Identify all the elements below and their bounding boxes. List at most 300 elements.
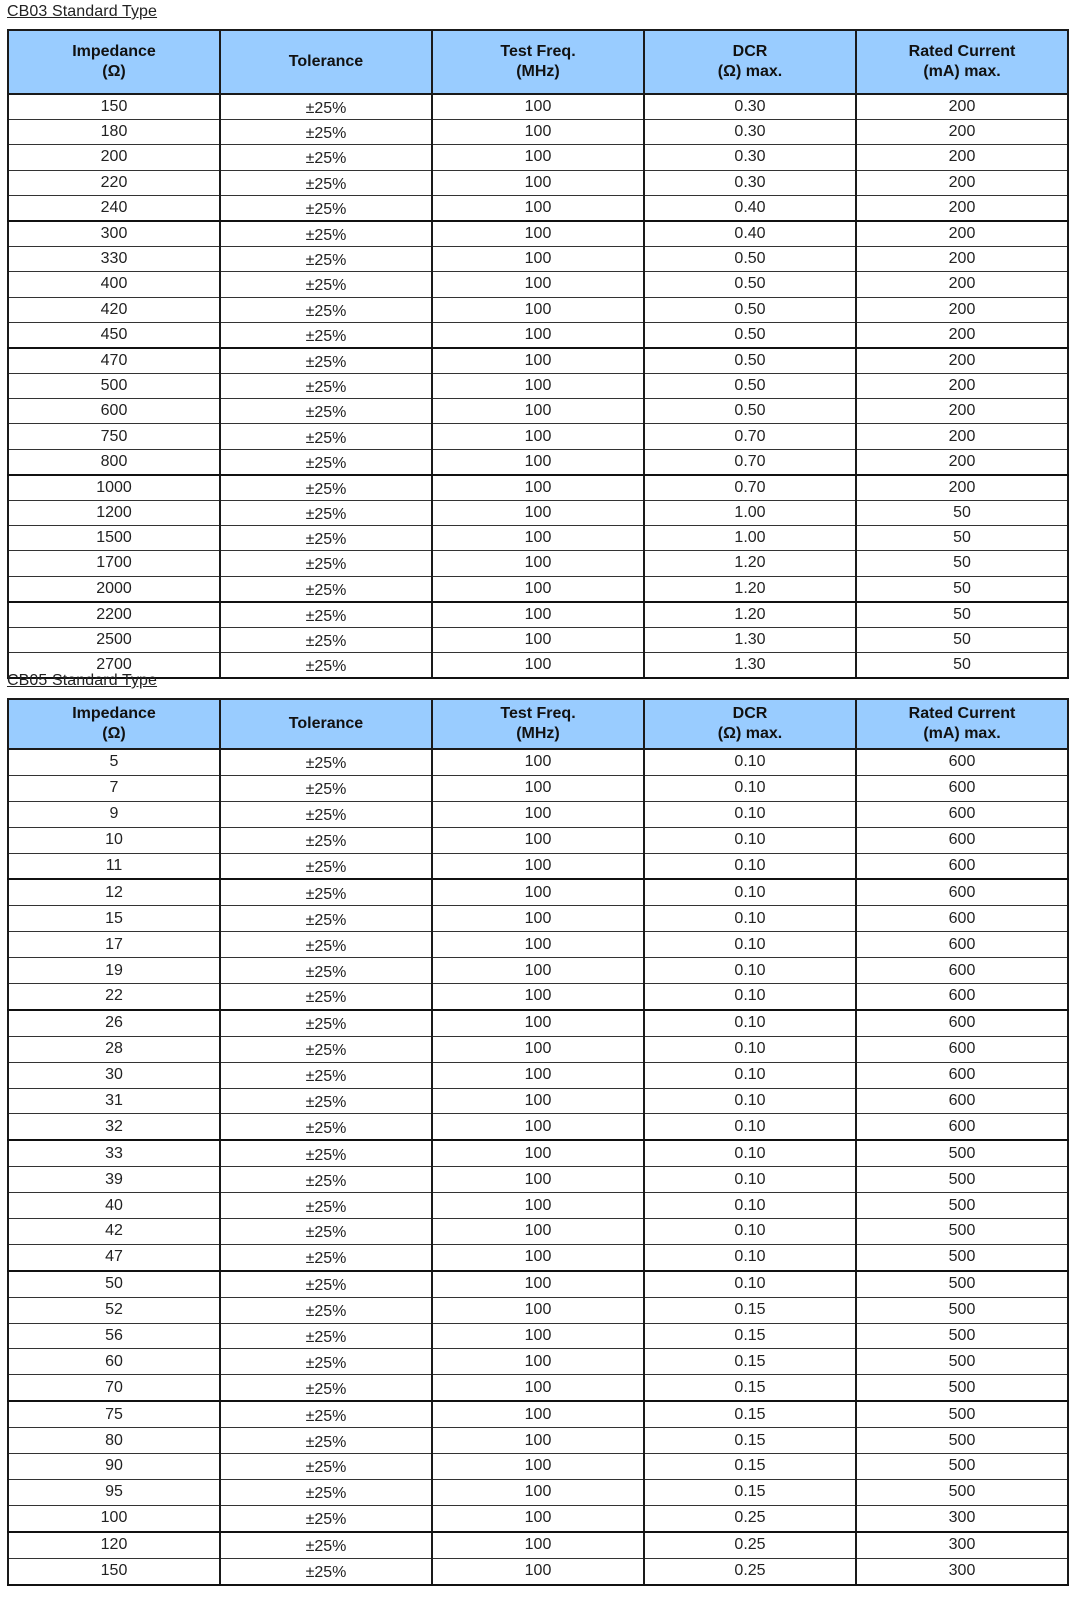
header-dcr	[644, 30, 856, 94]
cell-value: ±25%	[305, 506, 347, 524]
cell-rated-current	[856, 272, 1068, 297]
cell-impedance	[8, 399, 220, 424]
cell-rated-current	[856, 984, 1068, 1010]
header-unit: (Ω)	[102, 63, 126, 80]
table-row	[8, 749, 1068, 775]
cell-rated-current	[856, 749, 1068, 775]
cell-dcr	[644, 501, 856, 526]
cell-value: 180	[100, 123, 128, 141]
table-row	[8, 1114, 1068, 1140]
cell-tolerance	[220, 475, 432, 501]
cell-tolerance	[220, 1193, 432, 1219]
cell-dcr	[644, 1349, 856, 1375]
cell-value: 0.10	[734, 909, 766, 927]
cell-value: 0.10	[734, 1248, 766, 1266]
cell-dcr	[644, 424, 856, 449]
cell-tolerance	[220, 551, 432, 576]
table-row	[8, 576, 1068, 602]
cell-value: 0.10	[734, 753, 766, 771]
cell-value: ±25%	[305, 1485, 347, 1503]
cell-tolerance	[220, 1401, 432, 1427]
cell-dcr	[644, 932, 856, 958]
cell-dcr	[644, 1114, 856, 1140]
cell-value: 500	[948, 1196, 976, 1214]
cell-value: ±25%	[305, 633, 347, 651]
cell-impedance	[8, 853, 220, 879]
cell-value: 100	[524, 753, 552, 771]
cell-value: ±25%	[305, 1354, 347, 1372]
cell-impedance	[8, 424, 220, 449]
cell-test-freq	[432, 1401, 644, 1427]
cell-impedance	[8, 221, 220, 247]
cell-value: 200	[100, 148, 128, 166]
cell-value: 50	[953, 605, 971, 623]
cell-test-freq	[432, 120, 644, 145]
cell-tolerance	[220, 653, 432, 679]
table-row	[8, 1428, 1068, 1454]
cell-impedance	[8, 958, 220, 984]
cell-value: 1.20	[734, 579, 766, 597]
cell-value: 500	[948, 1275, 976, 1293]
cell-dcr	[644, 120, 856, 145]
cell-value: 0.10	[734, 987, 766, 1005]
cell-value: 500	[948, 1248, 976, 1266]
cell-rated-current	[856, 221, 1068, 247]
cell-value: 0.10	[734, 1144, 766, 1162]
cell-test-freq	[432, 526, 644, 551]
cell-rated-current	[856, 145, 1068, 170]
table-row	[8, 1532, 1068, 1558]
cell-impedance	[8, 94, 220, 120]
cell-test-freq	[432, 475, 644, 501]
cell-test-freq	[432, 1219, 644, 1245]
cell-value: ±25%	[305, 607, 347, 625]
cell-impedance	[8, 932, 220, 958]
cell-value: 2000	[96, 579, 132, 597]
cell-value: 100	[524, 1248, 552, 1266]
table-row	[8, 1244, 1068, 1270]
cell-impedance	[8, 1297, 220, 1323]
cell-rated-current	[856, 1349, 1068, 1375]
cell-value: ±25%	[305, 175, 347, 193]
cell-value: 100	[524, 779, 552, 797]
header-label: Test Freq.	[500, 705, 576, 722]
cell-value: 28	[105, 1040, 123, 1058]
cell-value: 0.50	[734, 351, 766, 369]
cell-value: 500	[948, 1483, 976, 1501]
cell-value: 100	[524, 529, 552, 547]
cell-value: 100	[524, 961, 552, 979]
cell-value: 750	[100, 427, 128, 445]
cell-impedance	[8, 1532, 220, 1558]
cell-value: 0.50	[734, 377, 766, 395]
cell-tolerance	[220, 322, 432, 348]
cell-value: 100	[524, 1040, 552, 1058]
cell-impedance	[8, 879, 220, 905]
table-row	[8, 1167, 1068, 1193]
header-label: Impedance	[72, 705, 156, 722]
cell-value: 1.30	[734, 656, 766, 674]
cell-value: 100	[524, 198, 552, 216]
cell-dcr	[644, 1505, 856, 1531]
cell-value: 600	[948, 779, 976, 797]
cell-value: 200	[948, 275, 976, 293]
cell-impedance	[8, 322, 220, 348]
cell-rated-current	[856, 399, 1068, 424]
cell-value: ±25%	[305, 227, 347, 245]
cell-tolerance	[220, 1505, 432, 1531]
cell-value: ±25%	[305, 1538, 347, 1556]
cell-impedance	[8, 1088, 220, 1114]
cell-value: 200	[948, 478, 976, 496]
cell-value: 200	[948, 123, 976, 141]
cell-rated-current	[856, 94, 1068, 120]
cell-value: ±25%	[305, 1198, 347, 1216]
cell-value: ±25%	[305, 937, 347, 955]
cell-test-freq	[432, 853, 644, 879]
cell-value: 600	[948, 987, 976, 1005]
cell-value: 0.70	[734, 427, 766, 445]
cell-tolerance	[220, 526, 432, 551]
cell-dcr	[644, 94, 856, 120]
cell-dcr	[644, 221, 856, 247]
cell-test-freq	[432, 984, 644, 1010]
cell-test-freq	[432, 906, 644, 932]
cell-value: 11	[105, 857, 123, 874]
cell-tolerance	[220, 374, 432, 399]
cell-value: 100	[524, 402, 552, 420]
cell-value: 100	[524, 1222, 552, 1240]
cell-dcr	[644, 145, 856, 170]
cell-value: 50	[953, 579, 971, 597]
cell-value: 100	[524, 275, 552, 293]
cell-value: ±25%	[305, 404, 347, 422]
cell-rated-current	[856, 932, 1068, 958]
cell-value: 100	[524, 351, 552, 369]
cell-impedance	[8, 1193, 220, 1219]
cell-value: 100	[524, 1301, 552, 1319]
cell-dcr	[644, 879, 856, 905]
table-row	[8, 879, 1068, 905]
cell-value: ±25%	[305, 859, 347, 876]
cell-value: 1200	[96, 504, 132, 522]
cell-dcr	[644, 1219, 856, 1245]
cell-dcr	[644, 170, 856, 195]
cb03-spec-table	[7, 29, 1069, 679]
cell-value: 200	[948, 325, 976, 343]
cell-rated-current	[856, 374, 1068, 399]
cell-value: 50	[953, 504, 971, 522]
cell-value: 100	[524, 1117, 552, 1135]
cell-value: 19	[105, 961, 123, 979]
cell-tolerance	[220, 221, 432, 247]
cell-tolerance	[220, 827, 432, 853]
table-body	[8, 749, 1068, 1585]
table-row	[8, 145, 1068, 170]
cell-value: 150	[100, 1562, 128, 1580]
cell-test-freq	[432, 958, 644, 984]
cell-rated-current	[856, 775, 1068, 801]
cell-dcr	[644, 1036, 856, 1062]
cell-value: 500	[948, 1457, 976, 1475]
header-unit: (mA) max.	[923, 63, 1001, 80]
cell-value: 500	[948, 1301, 976, 1319]
cell-dcr	[644, 1428, 856, 1454]
cell-tolerance	[220, 602, 432, 628]
cell-value: 100	[524, 605, 552, 623]
cell-rated-current	[856, 827, 1068, 853]
cell-tolerance	[220, 932, 432, 958]
cell-value: ±25%	[305, 911, 347, 929]
cell-value: 100	[524, 1014, 552, 1032]
cell-tolerance	[220, 145, 432, 170]
cell-dcr	[644, 551, 856, 576]
cell-value: 0.10	[734, 1117, 766, 1135]
cell-value: ±25%	[305, 1172, 347, 1190]
cell-value: 26	[105, 1014, 123, 1032]
cell-tolerance	[220, 853, 432, 879]
cell-test-freq	[432, 1558, 644, 1584]
cell-value: 0.10	[734, 1170, 766, 1188]
cell-dcr	[644, 1401, 856, 1427]
cell-test-freq	[432, 501, 644, 526]
cell-impedance	[8, 1036, 220, 1062]
header-unit: (MHz)	[516, 63, 560, 80]
cell-impedance	[8, 501, 220, 526]
cell-value: 100	[524, 579, 552, 597]
cell-value: 100	[524, 883, 552, 901]
cell-impedance	[8, 374, 220, 399]
cell-value: 100	[524, 250, 552, 268]
cell-test-freq	[432, 322, 644, 348]
cell-test-freq	[432, 1375, 644, 1401]
cell-value: 0.15	[734, 1405, 766, 1423]
header-unit: (mA) max.	[923, 725, 1001, 742]
cell-tolerance	[220, 297, 432, 322]
cell-value: 100	[524, 805, 552, 823]
cell-value: 2700	[96, 656, 132, 674]
cell-test-freq	[432, 879, 644, 905]
cell-dcr	[644, 1244, 856, 1270]
table-row	[8, 272, 1068, 297]
cell-impedance	[8, 1401, 220, 1427]
table-row	[8, 120, 1068, 145]
cell-rated-current	[856, 1297, 1068, 1323]
cell-value: 100	[524, 427, 552, 445]
cell-value: 500	[948, 1144, 976, 1162]
cell-value: ±25%	[305, 200, 347, 218]
cell-value: ±25%	[305, 302, 347, 320]
table-row	[8, 1401, 1068, 1427]
cell-tolerance	[220, 1244, 432, 1270]
cell-tolerance	[220, 1140, 432, 1166]
cell-test-freq	[432, 1349, 644, 1375]
cell-value: 80	[105, 1431, 123, 1449]
cell-test-freq	[432, 374, 644, 399]
cell-value: 30	[105, 1066, 123, 1084]
cell-tolerance	[220, 1349, 432, 1375]
cell-value: 600	[948, 805, 976, 823]
cell-value: 300	[948, 1536, 976, 1554]
cell-tolerance	[220, 1010, 432, 1036]
cell-test-freq	[432, 576, 644, 602]
cell-value: 0.10	[734, 1014, 766, 1032]
cell-dcr	[644, 853, 856, 879]
cell-value: ±25%	[305, 989, 347, 1007]
cell-impedance	[8, 602, 220, 628]
cell-value: 0.10	[734, 1275, 766, 1293]
cell-rated-current	[856, 1428, 1068, 1454]
cell-impedance	[8, 1479, 220, 1505]
cell-value: ±25%	[305, 125, 347, 143]
header-label: Tolerance	[288, 53, 364, 70]
cell-impedance	[8, 247, 220, 272]
header-rated-current	[856, 699, 1068, 749]
cell-tolerance	[220, 501, 432, 526]
cell-tolerance	[220, 449, 432, 475]
cell-dcr	[644, 749, 856, 775]
cell-rated-current	[856, 801, 1068, 827]
cell-value: 300	[948, 1562, 976, 1580]
cell-value: 1700	[96, 554, 132, 572]
cell-test-freq	[432, 1036, 644, 1062]
cb03-section-title: CB03 Standard Type	[7, 3, 158, 20]
cell-impedance	[8, 1428, 220, 1454]
header-label: Rated Current	[908, 705, 1016, 722]
cell-tolerance	[220, 958, 432, 984]
cell-test-freq	[432, 1505, 644, 1531]
cell-impedance	[8, 906, 220, 932]
cell-value: ±25%	[305, 1303, 347, 1321]
cell-test-freq	[432, 1454, 644, 1480]
cell-value: 0.10	[734, 831, 766, 849]
cell-rated-current	[856, 1558, 1068, 1584]
cell-value: 100	[524, 300, 552, 318]
cell-dcr	[644, 1375, 856, 1401]
cell-rated-current	[856, 1010, 1068, 1036]
cell-tolerance	[220, 879, 432, 905]
cell-impedance	[8, 526, 220, 551]
cell-value: ±25%	[305, 353, 347, 371]
cell-value: ±25%	[305, 1119, 347, 1137]
cell-rated-current	[856, 1244, 1068, 1270]
cell-test-freq	[432, 932, 644, 958]
cell-value: 500	[948, 1170, 976, 1188]
header-unit: (Ω)	[102, 725, 126, 742]
cell-value: 600	[948, 1066, 976, 1084]
cell-dcr	[644, 627, 856, 652]
cell-tolerance	[220, 1558, 432, 1584]
cell-dcr	[644, 526, 856, 551]
cell-tolerance	[220, 1454, 432, 1480]
table-row	[8, 297, 1068, 322]
cell-test-freq	[432, 195, 644, 221]
cell-value: 100	[524, 1327, 552, 1345]
cell-value: 0.15	[734, 1352, 766, 1370]
cell-value: ±25%	[305, 1146, 347, 1164]
cell-value: 0.15	[734, 1483, 766, 1501]
header-dcr	[644, 699, 856, 749]
cell-value: 0.30	[734, 173, 766, 191]
cell-value: 100	[524, 1483, 552, 1501]
header-impedance	[8, 30, 220, 94]
cell-value: 0.10	[734, 961, 766, 979]
table-body	[8, 94, 1068, 678]
cell-test-freq	[432, 1479, 644, 1505]
cell-test-freq	[432, 551, 644, 576]
cell-value: 0.50	[734, 250, 766, 268]
cell-test-freq	[432, 653, 644, 679]
cell-value: 52	[105, 1301, 123, 1319]
cell-dcr	[644, 1558, 856, 1584]
cell-value: 100	[524, 452, 552, 470]
cell-value: 0.40	[734, 198, 766, 216]
cell-value: 9	[109, 805, 119, 823]
cell-value: 600	[948, 1117, 976, 1135]
cell-value: 600	[948, 909, 976, 927]
cell-value: 200	[948, 452, 976, 470]
cell-value: 200	[948, 377, 976, 395]
cell-dcr	[644, 958, 856, 984]
cell-rated-current	[856, 348, 1068, 374]
cell-rated-current	[856, 1062, 1068, 1088]
cell-rated-current	[856, 1532, 1068, 1558]
cell-value: 600	[948, 753, 976, 771]
cell-impedance	[8, 475, 220, 501]
cell-value: 100	[524, 325, 552, 343]
cell-test-freq	[432, 1167, 644, 1193]
table-row	[8, 627, 1068, 652]
cell-test-freq	[432, 1244, 644, 1270]
cell-value: 0.70	[734, 452, 766, 470]
cell-value: 200	[948, 198, 976, 216]
cell-value: 600	[948, 1092, 976, 1110]
cell-value: ±25%	[305, 658, 347, 676]
table-row	[8, 984, 1068, 1010]
cell-value: 500	[948, 1431, 976, 1449]
table-row	[8, 475, 1068, 501]
cell-impedance	[8, 1114, 220, 1140]
cell-value: 0.50	[734, 325, 766, 343]
cell-rated-current	[856, 1167, 1068, 1193]
cell-rated-current	[856, 1401, 1068, 1427]
cell-value: 100	[524, 148, 552, 166]
cell-value: 500	[948, 1352, 976, 1370]
cell-impedance	[8, 984, 220, 1010]
cell-value: 31	[105, 1092, 123, 1110]
cell-value: 600	[100, 402, 128, 420]
header-label: DCR	[732, 43, 768, 60]
cell-tolerance	[220, 1167, 432, 1193]
table-row	[8, 501, 1068, 526]
cell-test-freq	[432, 1140, 644, 1166]
cell-value: 2200	[96, 605, 132, 623]
table-row	[8, 1375, 1068, 1401]
cell-dcr	[644, 322, 856, 348]
cell-tolerance	[220, 906, 432, 932]
cell-tolerance	[220, 247, 432, 272]
cell-value: ±25%	[305, 1511, 347, 1529]
cell-value: 0.30	[734, 98, 766, 116]
cell-value: 100	[524, 1562, 552, 1580]
cell-value: 500	[100, 377, 128, 395]
cell-dcr	[644, 195, 856, 221]
cell-dcr	[644, 297, 856, 322]
table-row	[8, 906, 1068, 932]
cell-rated-current	[856, 1219, 1068, 1245]
header-test-freq	[432, 699, 644, 749]
cell-impedance	[8, 1375, 220, 1401]
